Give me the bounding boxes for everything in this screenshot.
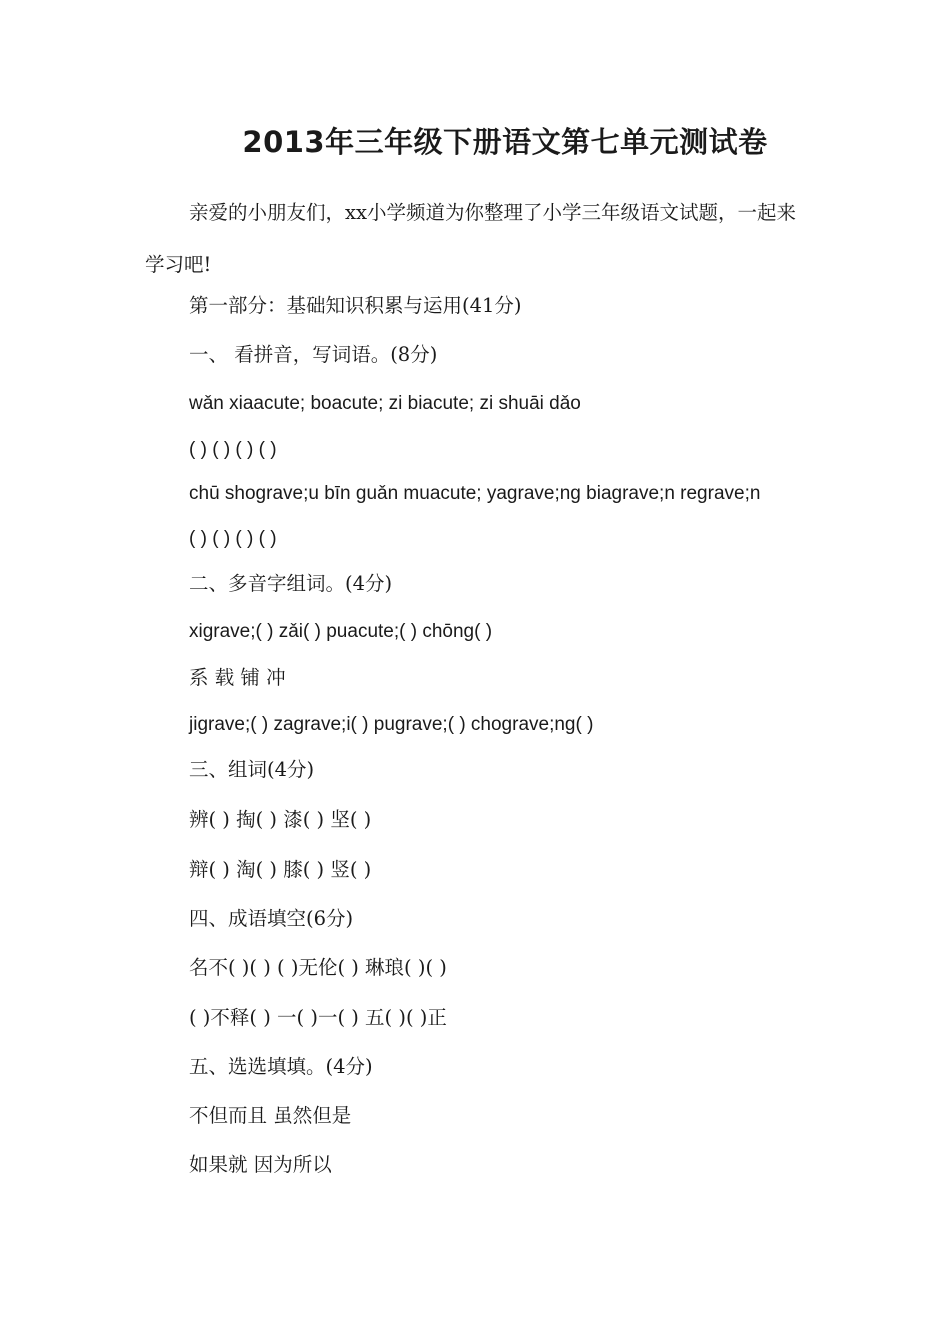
idiom-line-2: ( )不释( ) 一( )一( ) 五( )( )正 xyxy=(189,1006,447,1029)
polyphone-characters: 系 载 铺 冲 xyxy=(189,666,286,689)
question-2-heading: 二、多音字组词。(4分) xyxy=(189,572,393,595)
answer-blanks-1: ( ) ( ) ( ) ( ) xyxy=(189,439,277,460)
pinyin-line-1: wǎn xiaacute; boacute; zi biacute; zi shuāi dǎo xyxy=(189,393,581,414)
question-4-heading: 四、成语填空(6分) xyxy=(189,907,354,930)
intro-paragraph: 亲爱的小朋友们，xx小学频道为你整理了小学三年级语文试题，一起来学习吧! xyxy=(145,201,796,276)
conjunction-options-1: 不但而且 虽然但是 xyxy=(189,1104,352,1127)
answer-blanks-2: ( ) ( ) ( ) ( ) xyxy=(189,528,277,549)
word-group-line-1: 辨( ) 掏( ) 漆( ) 坚( ) xyxy=(189,808,372,831)
polyphone-pinyin-2: jigrave;( ) zagrave;i( ) pugrave;( ) chograve;ng( ) xyxy=(189,714,594,735)
word-group-line-2: 辩( ) 淘( ) 膝( ) 竖( ) xyxy=(189,858,372,881)
question-3-heading: 三、组词(4分) xyxy=(189,758,315,781)
pinyin-line-2: chū shograve;u bīn guǎn muacute; yagrave;ng biagrave;n regrave;n xyxy=(189,483,761,504)
question-5-heading: 五、选选填填。(4分) xyxy=(189,1055,373,1078)
polyphone-pinyin-1: xigrave;( ) zǎi( ) puacute;( ) chōng( ) xyxy=(189,621,493,642)
idiom-line-1: 名不( )( ) ( )无伦( ) 琳琅( )( ) xyxy=(189,956,447,979)
question-1-heading: 一、 看拼音，写词语。(8分) xyxy=(189,343,438,366)
document-title: 2013年三年级下册语文第七单元测试卷 xyxy=(242,125,768,159)
part-one-heading: 第一部分：基础知识积累与运用(41分) xyxy=(189,294,522,317)
conjunction-options-2: 如果就 因为所以 xyxy=(189,1153,332,1176)
